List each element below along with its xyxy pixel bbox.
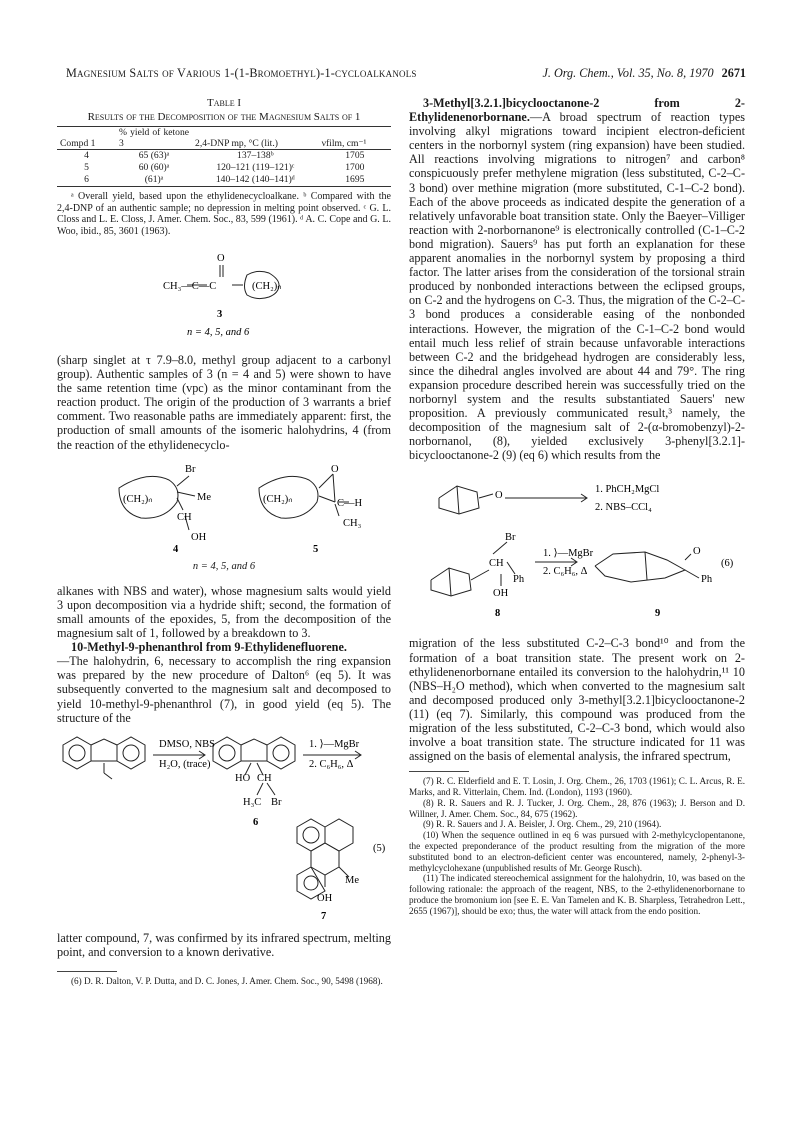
structures-4-5-drawing [57,458,391,564]
eq6-reagent-1-top: 1. PhCH₂MgCl [595,484,660,496]
table-cell: 60 (60)ᵃ [138,162,170,173]
svg-text:Br: Br [271,796,282,808]
eq5-reagent-1-bottom: H₂O, (trace) [159,758,211,770]
table-cell: 5 [84,162,89,173]
section-heading-bicyclooctanone: 3-Methyl[3.2.1.]bicyclooctanone-2 from 2-Ethylidenenorbornane. [409,96,745,125]
journal-citation: J. Org. Chem., Vol. 35, No. 8, 1970 2671 [542,66,746,80]
svg-text:Ph: Ph [701,574,713,586]
table-cell: 140–142 (140–141)ᵈ [192,174,319,187]
right-paragraph-2: migration of the less substituted C-2–C-3 bond¹⁰ and from the formation of a boat transition state. The present work on 2-ethylidenenorbornane entailed its conversion to the halohydrin,¹¹ 10 (NBS–H₂O method), which when converted to the magnesium salt and decomposed produced only 3-methyl[3.2.1]bicyclooctanone-2 (11) (eq 7). Similarly, this compound was produced from the migration of the less substituted, C-2–C-3 bond, which would also involve a boat transition state. The structure indicated for 11 was assigned on the basis of elemental analysis, the infrared spectrum, [409,636,745,764]
svg-text:O: O [217,253,225,264]
svg-text:OH: OH [317,892,333,904]
table-header-cell: νfilm, cm⁻¹ [319,127,391,150]
structures-4-5 [57,458,391,564]
table-cell: 1700 [345,162,365,173]
footnote-10: (10) When the sequence outlined in eq 6 was pursued with 2-methylcyclopentanone, the expected preponderance of the product resulting from the migration of the more substituted bond to an electron-deficient center was encountered, namely, 2-phenyl-3-methylcyclohexane (unpublished results of Mr. George Rusch). [409,830,745,873]
eq5-reagent-1-top: DMSO, NBS [159,738,216,750]
structure-3-n: n = 4, 5, and 6 [187,327,250,338]
footnote-8: (8) R. R. Sauers and R. J. Tucker, J. Org. Chem., 28, 876 (1963); J. Berson and D. Willner, J. Amer. Chem. Soc., 84, 675 (1962). [409,797,745,819]
svg-text:CH: CH [257,772,272,784]
svg-text:O: O [495,490,503,502]
table-footnotes: ᵃ Overall yield, based upon the ethylidenecycloalkane. ᵇ Compared with the 2,4-DNP of an authentic sample; no depression in melting point observed. ᶜ G. L. Closs and L. E. Closs, J. Amer. Chem. Soc., 83, 599 (1961). ᵈ A. C. Cope and G. L. Woo, ibid., 85, 3601 (1963). [57,191,391,237]
structures-4-5-n: n = 4, 5, and 6 [192,560,256,572]
svg-text:O: O [331,463,339,475]
equation-5-drawing [57,733,391,929]
table-cell: (61)ᵃ [116,174,192,187]
footnote-6: (6) D. R. Dalton, V. P. Dutta, and D. C. Jones, J. Amer. Chem. Soc., 90, 5498 (1968). [71,975,383,986]
equation-6-drawing [409,470,745,666]
svg-text:HO: HO [235,772,251,784]
eq6-reagent-1-bottom: 2. NBS–CCl₄ [595,502,652,514]
svg-text:H₃C: H₃C [243,796,262,808]
eq6-label-9: 9 [655,608,661,620]
table-cell: 65 (63)ᵃ [138,150,170,161]
structure-3-drawing [57,247,391,345]
svg-text:Me: Me [345,874,359,886]
table-header-cell: 2,4-DNP mp, °C (lit.) [192,127,319,150]
right-paragraph-1: —A broad spectrum of reaction types involving alkyl migrations toward incipient electron-deficient centers in the norbornyl system (ring expansion) have been studied. All reactions involving migrations to nitrogen⁷ and carbon⁸ conspicuously prefer methylene migration (less substituted, C-2–C-3 bond) over methine migration (more substituted, C-1–C-2 bond). Each of the above proceeds as indicated despite the generation of a relatively unfavorable boat transition state. Only the Baeyer–Villiger reaction with 2-norbornanone⁹ is electronically controlled (C-1–C-2 bond migration). Sauers⁹ has put forth an explanation for these apparent anomalies in the norbornyl system by proposing a third factor. The latter arises from the consideration of the torsional strain produced by nonbonded interactions between the eclipsed groups, on C-2 and the hydrogens on C-3. Thus, the migration of the C-2–C-3 bond produces a considerable easing of the nonbonded interactions. However, the migration of the C-1–C-2 bond would entail much less relief of strain because unfavorable interactions between C-2 and the bridgehead hydrogen are considerably less, since the dihedral angles involved are about 44 and 79°. The ring expansion procedure described herein was successfully tried on the norbornyl system and the results substantiated Sauers' new proposition. A previously communicated result,³ namely, the decomposition of the magnesium salt of 2-(α-bromobenzyl)-2-norbornanol, (8), yielded exclusively 3-phenyl[3.2.1]-bicyclooctanone-2 (9) (eq 6) which results from the [409,110,745,463]
page-number: 2671 [721,66,746,80]
eq6-label-8: 8 [495,608,501,620]
eq6-reagent-2-bottom: 2. C₆H₆, Δ [543,566,588,578]
left-paragraph-3: —The halohydrin, 6, necessary to accomplish the ring expansion was prepared by the new procedure of Dalton⁶ (eq 5). It was subsequently converted to the magnesium salt and decomposed to yield 10-methyl-9-phenanthrol (7), in good yield (eq 5). The structure of the [57,654,391,725]
eq5-label-7: 7 [321,910,327,922]
left-column [57,96,391,987]
eq5-reagent-2-bottom: 2. C₆H₆, Δ [309,758,354,770]
table-cell: 137–138ᵇ [237,150,274,161]
eq5-number: (5) [373,842,386,854]
svg-text:Br: Br [185,463,196,475]
eq5-reagent-2-top: 1. ⟩—MgBr [309,738,360,750]
svg-text:Me: Me [197,491,211,503]
table-cell: 6 [57,174,116,187]
table-cell: 120–121 (119–121)ᶜ [216,162,295,173]
table-header-cell: Compd 1 [57,127,116,150]
structure-5-label: 5 [313,543,319,555]
svg-text:CH: CH [177,511,192,523]
table-cell: 4 [84,150,89,161]
table-caption: Results of the Decomposition of the Magnesium Salts of 1 [87,111,361,123]
svg-text:O: O [693,546,701,558]
right-column [409,96,745,917]
svg-text:OH: OH [493,588,509,600]
svg-text:CH₃: CH₃ [343,517,362,529]
svg-text:CH₃—C—C: CH₃—C—C [163,281,217,292]
structure-4-label: 4 [173,543,179,555]
svg-text:Ph: Ph [513,574,525,586]
table-header-cell: % yield of ketone 3 [116,127,192,150]
structure-3-label: 3 [217,309,223,320]
eq6-number: (6) [721,558,734,570]
table-label: Table I [206,97,242,109]
svg-text:Br: Br [505,532,516,544]
results-table [57,126,391,187]
left-paragraph-1: (sharp singlet at τ 7.9–8.0, methyl group adjacent to a carbonyl group). Authentic samples of 3 (n = 4 and 5) were shown to have the same retention time (vpc) as the minor contaminant from the reaction product. The origin of the production of 3 warrants a brief comment. Two reasonable paths are immediately apparent: first, the production of small amounts of the isomeric halohydrins, 4 (from the reaction of the ethylidenecyclo- [57,353,391,452]
svg-text:C—H: C—H [337,497,363,509]
table-cell: 1705 [345,150,365,161]
equation-5 [57,733,391,929]
table-row [57,162,391,174]
left-paragraph-2: alkanes with NBS and water), whose magnesium salts would yield 3 upon decomposition via a hydride shift; second, the formation of small amounts of the epoxides, 5, from the decomposition of the magnesium salt of 1, followed by a breakdown to 3. [57,583,391,641]
table-cell: 1695 [319,174,391,187]
table-row [57,174,391,187]
section-heading-phenanthrol: 10-Methyl-9-phenanthrol from 9-Ethylidenefluorene. [71,640,347,655]
table-row [57,150,391,163]
running-title: Magnesium Salts of Various 1-(1-Bromoethyl)-1-cycloalkanols [66,66,417,80]
footnote-11: (11) The indicated stereochemical assignment for the halohydrin, 10, was based on the following rationale: the approach of the reagent, NBS, to the 2-ethylidenenorbornane to produce the bromonium ion [see E. E. Van Tamelen and K. B. Sharpless, Tetrahedron Lett., 2655 (1967)], should be exo; thus, the water will attack from the endo position. [409,873,745,916]
left-paragraph-4: latter compound, 7, was confirmed by its infrared spectrum, melting point, and conversion to a known derivative. [57,930,391,959]
equation-6 [409,470,745,666]
svg-text:OH: OH [191,531,207,543]
svg-text:CH: CH [489,558,504,570]
svg-text:(CH₂)ₙ: (CH₂)ₙ [252,281,282,292]
svg-text:(CH₂)ₙ: (CH₂)ₙ [263,493,293,505]
running-header [66,66,746,82]
footnote-divider [57,971,117,972]
svg-text:(CH₂)ₙ: (CH₂)ₙ [123,493,153,505]
footnote-9: (9) R. R. Sauers and J. A. Beisler, J. Org. Chem., 29, 210 (1964). [423,819,662,830]
footnote-divider [409,771,469,772]
eq5-label-6: 6 [253,816,259,828]
eq6-reagent-2-top: 1. ⟩—MgBr [543,548,594,560]
footnote-7: (7) R. C. Elderfield and E. T. Losin, J. Org. Chem., 26, 1703 (1961); C. L. Arcus, R. E. Marks, and R. Vitterlain, Chem. Ind. (London), 1193 (1960). [409,776,745,798]
structure-3 [57,247,391,345]
